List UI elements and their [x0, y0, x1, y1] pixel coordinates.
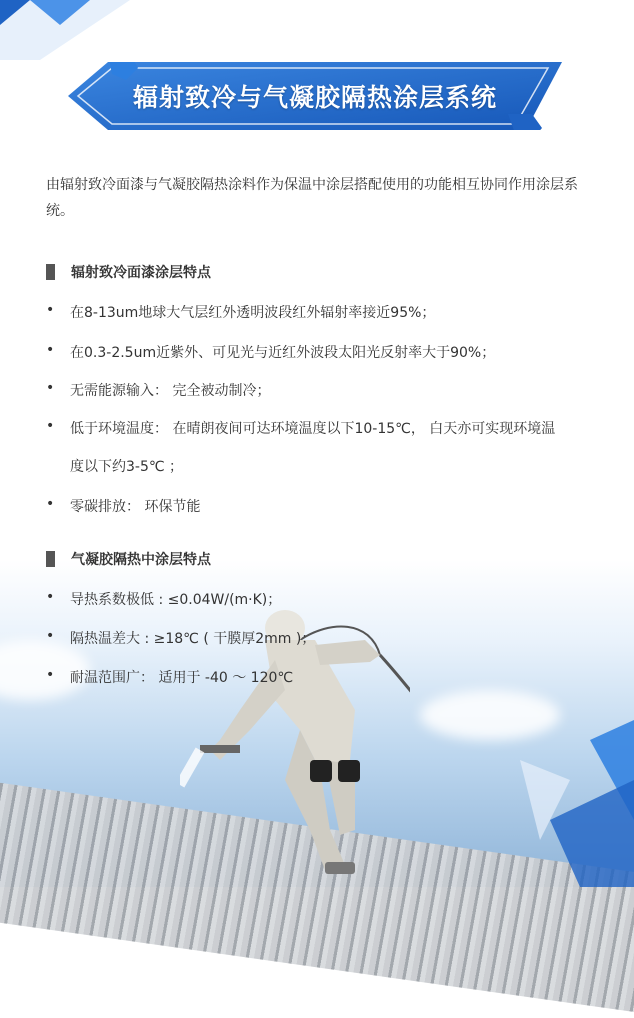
list-item — [46, 667, 606, 706]
section-heading-radiative-cooling — [46, 262, 211, 282]
corner-decoration — [0, 0, 130, 60]
list-item-text: 无需能源输入： 完全被动制冷； — [70, 383, 271, 399]
list-item-text: 在8-13um地球大气层红外透明波段红外辐射率接近95%； — [70, 305, 436, 321]
section-marker — [46, 264, 55, 280]
section-heading-label: 辐射致冷面漆涂层特点 — [71, 265, 211, 281]
bullet-icon: • — [46, 496, 55, 512]
bullet-icon: • — [46, 342, 55, 358]
radiative-cooling-features-list — [46, 302, 606, 534]
list-item-text: 低于环境温度： 在晴朗夜间可达环境温度以下10-15℃， 白天亦可实现环境温 — [70, 421, 556, 437]
list-item — [46, 380, 606, 418]
section-heading-aerogel — [46, 549, 211, 569]
list-item-text: 零碳排放： 环保节能 — [70, 499, 201, 515]
list-item-text-continued: 度以下约3-5℃ ； — [70, 459, 184, 475]
list-item-text: 在0.3-2.5um近紫外、可见光与近红外波段太阳光反射率大于90%； — [70, 345, 496, 361]
aerogel-features-list — [46, 589, 606, 706]
bullet-icon: • — [46, 589, 55, 605]
corner-decoration — [500, 720, 634, 887]
list-item — [46, 418, 606, 496]
bullet-icon: • — [46, 667, 55, 683]
section-marker — [46, 551, 55, 567]
list-item — [46, 302, 606, 342]
list-item-text: 隔热温差大 : ≥18℃ ( 干膜厚2mm )； — [70, 631, 316, 647]
bullet-icon: • — [46, 628, 55, 644]
bullet-icon: • — [46, 302, 55, 318]
bullet-icon: • — [46, 418, 55, 434]
section-heading-label: 气凝胶隔热中涂层特点 — [71, 552, 211, 568]
bullet-icon: • — [46, 380, 55, 396]
list-item-text: 导热系数极低 : ≤0.04W/(m·K)； — [70, 592, 282, 608]
list-item — [46, 589, 606, 628]
list-item — [46, 628, 606, 667]
intro-paragraph: 由辐射致冷面漆与气凝胶隔热涂料作为保温中涂层搭配使用的功能相互协同作用涂层系统。 — [46, 177, 578, 219]
list-item-text: 耐温范围广： 适用于 -40 ～ 120℃ — [70, 670, 294, 686]
list-item — [46, 496, 606, 534]
list-item — [46, 342, 606, 380]
page-title: 辐射致冷与气凝胶隔热涂层系统 — [132, 83, 497, 112]
